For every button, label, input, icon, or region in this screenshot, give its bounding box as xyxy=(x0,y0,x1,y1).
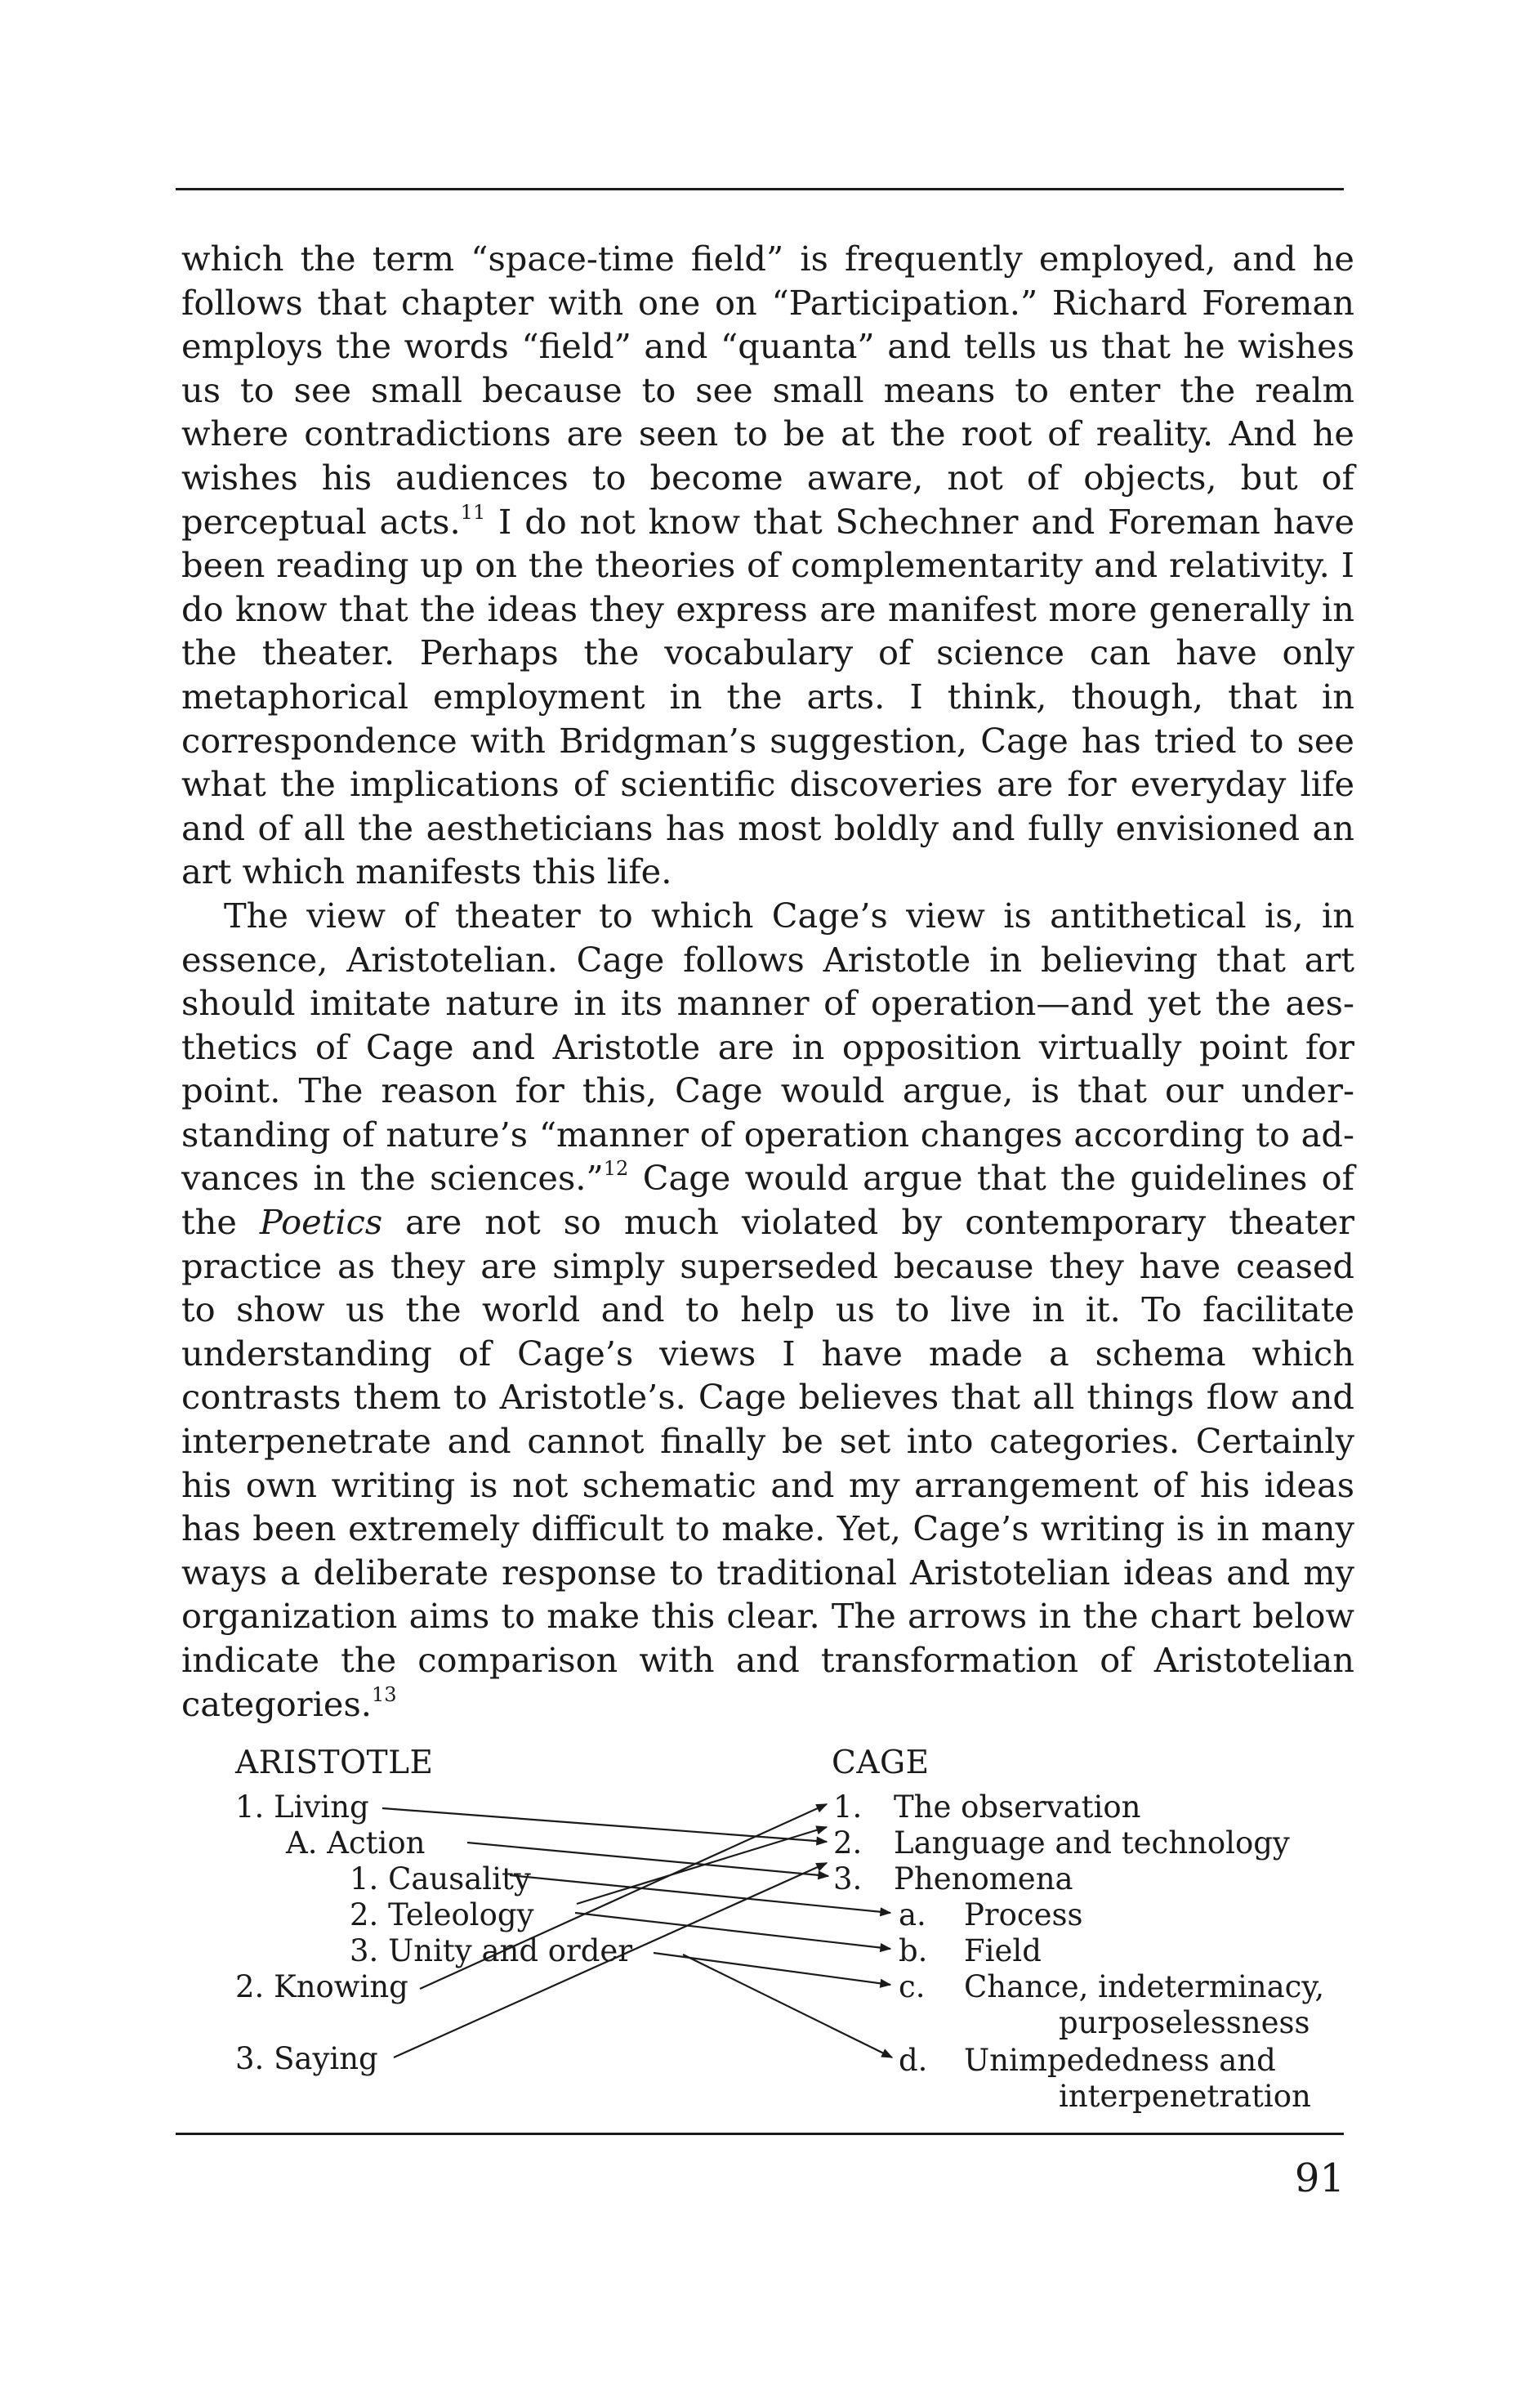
arrow-living-to-language xyxy=(382,1808,827,1842)
cage-observation: The observation xyxy=(894,1789,1141,1825)
footnote-ref-11: 11 xyxy=(460,500,486,524)
aristotle-knowing: 2. Knowing xyxy=(235,1969,408,2004)
cage-field-num: b. xyxy=(899,1933,928,1968)
cage-heading: CAGE xyxy=(832,1745,930,1781)
cage-chance: Chance, indeterminacy, xyxy=(964,1969,1325,2004)
aristotle-saying: 3. Saying xyxy=(235,2041,378,2076)
cage-observation-num: 1. xyxy=(833,1789,863,1825)
arrow-teleology-to-field xyxy=(575,1913,890,1949)
aristotle-teleology: 2. Teleology xyxy=(350,1897,534,1932)
cage-unimpededness-cont: interpenetration xyxy=(1059,2079,1311,2114)
arrow-saying-to-phenomena xyxy=(394,1863,827,2057)
aristotle-action: A. Action xyxy=(286,1825,426,1861)
arrow-action-to-phenomena xyxy=(467,1843,828,1876)
arrow-unity-to-unimpededness xyxy=(683,1955,892,2057)
poetics-title: Poetics xyxy=(259,1202,383,1243)
paragraph-2-text: The view of theater to which Cage’s view is antithetical is, in essence, Aristotelian. Cage follows Aristotle in believing that art should imitate nature in its manner of operation—and yet the aesthetics of Cage and Aristotle are in opposition virtually point for point. The reason for this, Cage would argue, is that our understanding of nature’s “manner of operation changes according to advances in the sciences.” xyxy=(181,895,1354,1199)
paragraph-1-text: which the term “space-time field” is frequently employed, and he follows that chapter with one on “Participation.” Richard Foreman employs the words “field” and “quanta” and tells us that he wishes us to see small because to see small means to enter the realm where contradictions are seen to be at the root of reality. And he wishes his audiences to become aware, not of objects, but of perceptual acts. xyxy=(181,239,1354,542)
arrow-teleology-to-language xyxy=(577,1827,827,1904)
aristotle-heading: ARISTOTLE xyxy=(235,1745,434,1781)
cage-chance-num: c. xyxy=(899,1969,926,2004)
cage-unimpededness: Unimpededness and xyxy=(964,2043,1276,2078)
aristotle-living: 1. Living xyxy=(235,1789,369,1825)
paragraph-1-text-cont: I do not know that Schechner and Foreman have been reading up on the theories of complementarity and relativity. I do know that the ideas they express are manifest more generally in the theater. Perhaps the vocabulary of science can have only metaphorical employment in the arts. I think, though, that in correspondence with Bridgman’s suggestion, Cage has tried to see what the implications of scientific discoveries are for everyday life and of all the aestheticians has most boldly and fully envisioned an art which manifests this life. xyxy=(181,501,1355,892)
page-number: 91 xyxy=(1294,2156,1345,2201)
aristotle-unity-order: 3. Unity and order xyxy=(350,1933,633,1968)
footnote-ref-12: 12 xyxy=(603,1157,629,1181)
cage-chance-cont: purposelessness xyxy=(1059,2005,1310,2040)
paragraph-2-text-c: are not so much violated by contemporary theater practice as they are simply superseded because they have ceased to show us the world and to help us to live in it. To facilitate understanding of Cage’s views I have made a schema which contrasts them to Aristotle’s. Cage believes that all things flow and interpenetrate and cannot finally be set into categories. Certainly his own writing is not schematic and my arrangement of his ideas has been extremely difficult to make. Yet, Cage’s writing is in many ways a deliberate response to traditional Aristotelian ideas and my organization aims to make this clear. The arrows in the chart below indicate the comparison with and transformation of Aristotelian categories. xyxy=(181,1202,1354,1724)
cage-process: Process xyxy=(964,1897,1083,1932)
bottom-rule xyxy=(176,2133,1344,2135)
cage-language-num: 2. xyxy=(833,1825,863,1861)
arrow-knowing-to-observation xyxy=(420,1804,827,1989)
cage-language-technology: Language and technology xyxy=(894,1825,1290,1861)
arrow-causality-to-process xyxy=(510,1875,890,1913)
cage-phenomena: Phenomena xyxy=(894,1861,1073,1896)
footnote-ref-13: 13 xyxy=(371,1682,397,1706)
paragraph-2-text-b: Cage would argue that the guidelines of the xyxy=(181,1158,1354,1243)
cage-unimpededness-num: d. xyxy=(899,2043,928,2078)
cage-field: Field xyxy=(964,1933,1042,1968)
cage-process-num: a. xyxy=(899,1897,926,1932)
aristotle-causality: 1. Causality xyxy=(350,1861,531,1896)
cage-phenomena-num: 3. xyxy=(833,1861,863,1896)
